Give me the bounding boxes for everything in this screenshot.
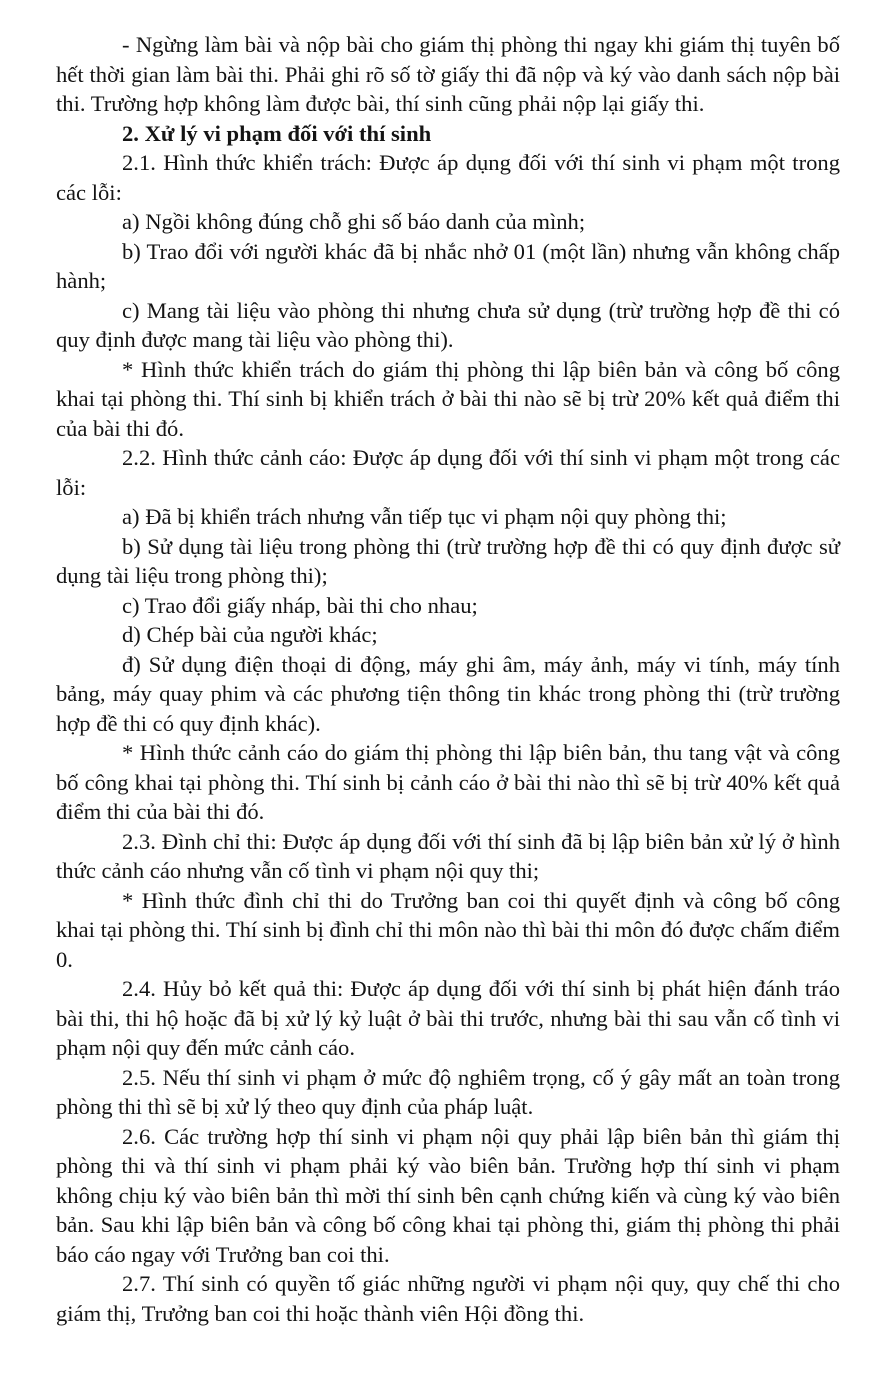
paragraph-2-5-serious-violation: 2.5. Nếu thí sinh vi phạm ở mức độ nghiêm trọng, cố ý gây mất an toàn trong phòng thi thì sẽ bị xử lý theo quy định của pháp luật. [56, 1064, 840, 1119]
list-item-2-2-a: a) Đã bị khiển trách nhưng vẫn tiếp tục vi phạm nội quy phòng thi; [122, 504, 727, 529]
note-warning-penalty: * Hình thức cảnh cáo do giám thị phòng thi lập biên bản, thu tang vật và công bố công khai tại phòng thi. Thí sinh bị cảnh cáo ở bài thi nào thì sẽ bị trừ 40% kết quả điểm thi của bài thi đó. [56, 740, 840, 824]
list-item-2-2-c: c) Trao đổi giấy nháp, bài thi cho nhau; [122, 592, 478, 618]
list-item-2-1-c: c) Mang tài liệu vào phòng thi nhưng chưa sử dụng (trừ trường hợp đề thi có quy định được mang tài liệu vào phòng thi). [56, 297, 840, 352]
list-item-2-1-a: a) Ngồi không đúng chỗ ghi số báo danh của mình; [122, 209, 586, 234]
paragraph-2-2-warning: 2.2. Hình thức cảnh cáo: Được áp dụng đối với thí sinh vi phạm một trong các lỗi: [56, 445, 840, 500]
paragraph-submit-exam: - Ngừng làm bài và nộp bài cho giám thị phòng thi ngay khi giám thị tuyên bố hết thời gian làm bài thi. Phải ghi rõ số tờ giấy thi đã nộp và ký vào danh sách nộp bài thi. Trường hợp không làm được bài, thí sinh cũng phải nộp lại giấy thi. [56, 32, 840, 116]
paragraph-2-7-denunciation-right: 2.7. Thí sinh có quyền tố giác những người vi phạm nội quy, quy chế thi cho giám thị, Trưởng ban coi thi hoặc thành viên Hội đồng thi. [56, 1271, 840, 1326]
list-item-2-1-b: b) Trao đổi với người khác đã bị nhắc nhở 01 (một lần) nhưng vẫn không chấp hành; [56, 238, 840, 293]
section-heading-violations: 2. Xử lý vi phạm đối với thí sinh [122, 120, 432, 146]
paragraph-2-3-suspension: 2.3. Đình chỉ thi: Được áp dụng đối với thí sinh đã bị lập biên bản xử lý ở hình thức cảnh cáo nhưng vẫn cố tình vi phạm nội quy thi; [56, 828, 840, 883]
list-item-2-2-dd: đ) Sử dụng điện thoại di động, máy ghi âm, máy ảnh, máy vi tính, máy tính bảng, máy quay phim và các phương tiện thông tin khác trong phòng thi (trừ trường hợp đề thi có quy định khác). [56, 651, 840, 736]
paragraph-2-1-reprimand: 2.1. Hình thức khiển trách: Được áp dụng đối với thí sinh vi phạm một trong các lỗi: [56, 150, 840, 205]
list-item-2-2-d: d) Chép bài của người khác; [122, 622, 378, 647]
note-reprimand-penalty: * Hình thức khiển trách do giám thị phòng thi lập biên bản và công bố công khai tại phòng thi. Thí sinh bị khiển trách ở bài thi nào sẽ bị trừ 20% kết quả điểm thi của bài thi đó. [56, 356, 840, 441]
list-item-2-2-b: b) Sử dụng tài liệu trong phòng thi (trừ trường hợp đề thi có quy định được sử dụng tài liệu trong phòng thi); [56, 533, 840, 588]
paragraph-2-4-cancel-result: 2.4. Hủy bỏ kết quả thi: Được áp dụng đối với thí sinh bị phát hiện đánh tráo bài thi, thi hộ hoặc đã bị xử lý kỷ luật ở bài thi trước, nhưng bài thi sau vẫn cố tình vi phạm nội quy đến mức cảnh cáo. [56, 976, 840, 1060]
paragraph-2-6-report-procedure: 2.6. Các trường hợp thí sinh vi phạm nội quy phải lập biên bản thì giám thị phòng thi và thí sinh vi phạm phải ký vào biên bản. Trường hợp thí sinh vi phạm không chịu ký vào biên bản thì mời thí sinh bên cạnh chứng kiến và cùng ký vào biên bản. Sau khi lập biên bản và công bố công khai tại phòng thi, giám thị phòng thi phải báo cáo ngay với Trưởng ban coi thi. [56, 1123, 840, 1267]
note-suspension-penalty: * Hình thức đình chỉ thi do Trưởng ban coi thi quyết định và công bố công khai tại phòng thi. Thí sinh bị đình chỉ thi môn nào thì bài thi môn đó được chấm điểm 0. [56, 887, 840, 972]
